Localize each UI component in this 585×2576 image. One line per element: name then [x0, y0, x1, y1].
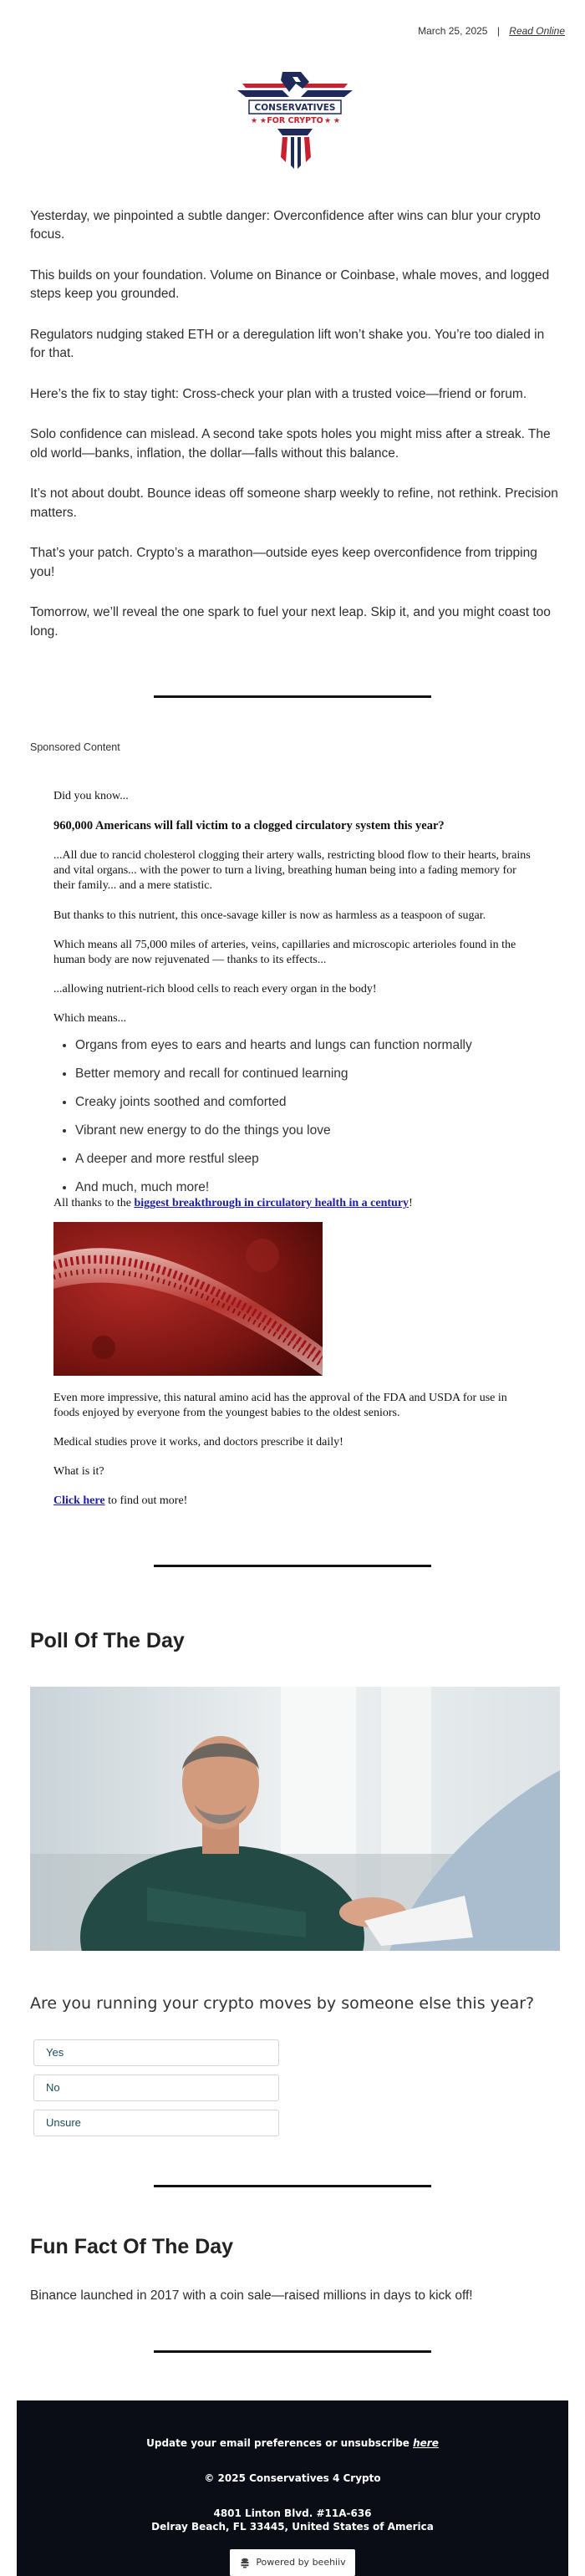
dateline: [418, 25, 565, 37]
poll-handshake-image: [30, 1687, 560, 1951]
issue-date: March 25, 2025: [418, 25, 488, 37]
section-divider: [154, 2350, 431, 2353]
ad-headline: 960,000 Americans will fall victim to a clogged circulatory system this year?: [53, 819, 445, 833]
intro-paragraph: Here’s the fix to stay tight: Cross-check your plan with a trusted voice—friend or forum.: [30, 386, 527, 401]
ad-paragraph: Which means all 75,000 miles of arteries, veins, capillaries and microscopic arterioles found in the human body are now rejuvenated — thanks to its effects...: [53, 938, 516, 966]
list-item: • Organs from eyes to ears and hearts and lungs can function normally: [75, 1037, 535, 1054]
section-divider: [154, 695, 431, 698]
fun-fact-title: Fun Fact Of The Day: [30, 2235, 234, 2258]
ad-paragraph: ...All due to rancid cholesterol clogging their artery walls, restricting blood flow to their hearts, brains and vital organs... with the power to turn a living, breathing human being into a fading memory for their family... and a mere statistic.: [53, 849, 531, 893]
section-divider: [154, 1565, 431, 1567]
ad-paragraph: Which means...: [53, 1012, 127, 1026]
poll-option-yes[interactable]: Yes: [33, 2039, 279, 2066]
intro-paragraph: Tomorrow, we’ll reveal the one spark to fuel your next leap. Skip it, and you might coast too long.: [30, 605, 551, 639]
intro-paragraph: That’s your patch. Crypto’s a marathon—outside eyes keep overconfidence from tripping you!: [30, 546, 537, 579]
unsubscribe-link[interactable]: here: [413, 2437, 439, 2449]
footer-preferences: [17, 2437, 568, 2449]
ad-paragraph: What is it?: [53, 1465, 104, 1479]
logo-line1: CONSERVATIVES: [254, 103, 336, 113]
read-online-link[interactable]: Read Online: [509, 25, 565, 37]
ad-paragraph: Even more impressive, this natural amino acid has the approval of the FDA and USDA for use in foods enjoyed by everyone from the youngest babies to the oldest seniors.: [53, 1391, 507, 1419]
powered-by-beehiiv-badge[interactable]: [230, 2549, 355, 2576]
breakthrough-link[interactable]: biggest breakthrough in circulatory health in a century: [134, 1197, 410, 1210]
list-item: • Creaky joints soothed and comforted: [75, 1094, 535, 1111]
intro-paragraph: Regulators nudging staked ETH or a deregulation lift won’t shake you. You’re too dialed in for that.: [30, 327, 545, 361]
list-item: • And much, much more!: [75, 1179, 535, 1196]
footer-address-line2: Delray Beach, FL 33445, United States of America: [151, 2521, 434, 2533]
footer-preferences-text: Update your email preferences or unsubscribe: [146, 2437, 414, 2449]
ad-paragraph: Medical studies prove it works, and doctors prescribe it daily!: [53, 1435, 343, 1448]
footer-copyright: © 2025 Conservatives 4 Crypto: [204, 2472, 381, 2484]
beehiiv-bee-icon: [239, 2557, 251, 2568]
sponsored-ad: [53, 789, 535, 1524]
ad-benefits-list: [53, 1037, 535, 1197]
sponsored-label: Sponsored Content: [30, 741, 120, 753]
ad-did-you-know: Did you know...: [53, 790, 129, 802]
svg-text:★ ★: ★ ★: [251, 117, 267, 125]
list-item: • Vibrant new energy to do the things you love: [75, 1123, 535, 1139]
conservatives-for-crypto-logo: [234, 67, 356, 172]
footer: [17, 2400, 568, 2576]
ad-paragraph: But thanks to this nutrient, this once-savage killer is now as harmless as a teaspoon of sugar.: [53, 909, 486, 922]
ad-cta-suffix: to find out more!: [104, 1494, 188, 1508]
ad-thanks-line: [53, 1196, 535, 1211]
dateline-separator: |: [496, 25, 500, 37]
poll-title: Poll Of The Day: [30, 1629, 185, 1652]
powered-by-text: Powered by beehiiv: [256, 2557, 346, 2568]
intro-paragraph: Solo confidence can mislead. A second take spots holes you might miss after a streak. The old world—banks, inflation, the dollar—falls without this balance.: [30, 427, 551, 461]
poll-option-unsure[interactable]: Unsure: [33, 2110, 279, 2136]
poll-option-no[interactable]: No: [33, 2075, 279, 2101]
ad-thanks-suffix: !: [409, 1197, 413, 1210]
ad-thanks-prefix: All thanks to the: [53, 1197, 135, 1210]
footer-address-line1: 4801 Linton Blvd. #11A-636: [213, 2507, 372, 2519]
poll-question: Are you running your crypto moves by someone else this year?: [30, 1994, 535, 2013]
artery-image[interactable]: [53, 1222, 323, 1376]
intro-section: [30, 207, 560, 663]
intro-paragraph: It’s not about doubt. Bounce ideas off someone sharp weekly to refine, not rethink. Precision matters.: [30, 486, 558, 520]
ad-paragraph: ...allowing nutrient-rich blood cells to reach every organ in the body!: [53, 983, 377, 996]
list-item: • A deeper and more restful sleep: [75, 1151, 535, 1168]
intro-paragraph: Yesterday, we pinpointed a subtle danger: Overconfidence after wins can blur your crypto focus.: [30, 209, 541, 242]
fun-fact-text: Binance launched in 2017 with a coin sale—raised millions in days to kick off!: [30, 2288, 473, 2303]
click-here-link[interactable]: Click here: [53, 1494, 105, 1508]
intro-paragraph: This builds on your foundation. Volume on Binance or Coinbase, whale moves, and logged steps keep you grounded.: [30, 267, 550, 302]
logo-line2: FOR CRYPTO: [267, 116, 323, 125]
svg-text:★ ★: ★ ★: [324, 117, 340, 125]
ad-cta-line: [53, 1494, 535, 1509]
section-divider: [154, 2185, 431, 2187]
list-item: • Better memory and recall for continued learning: [75, 1066, 535, 1082]
